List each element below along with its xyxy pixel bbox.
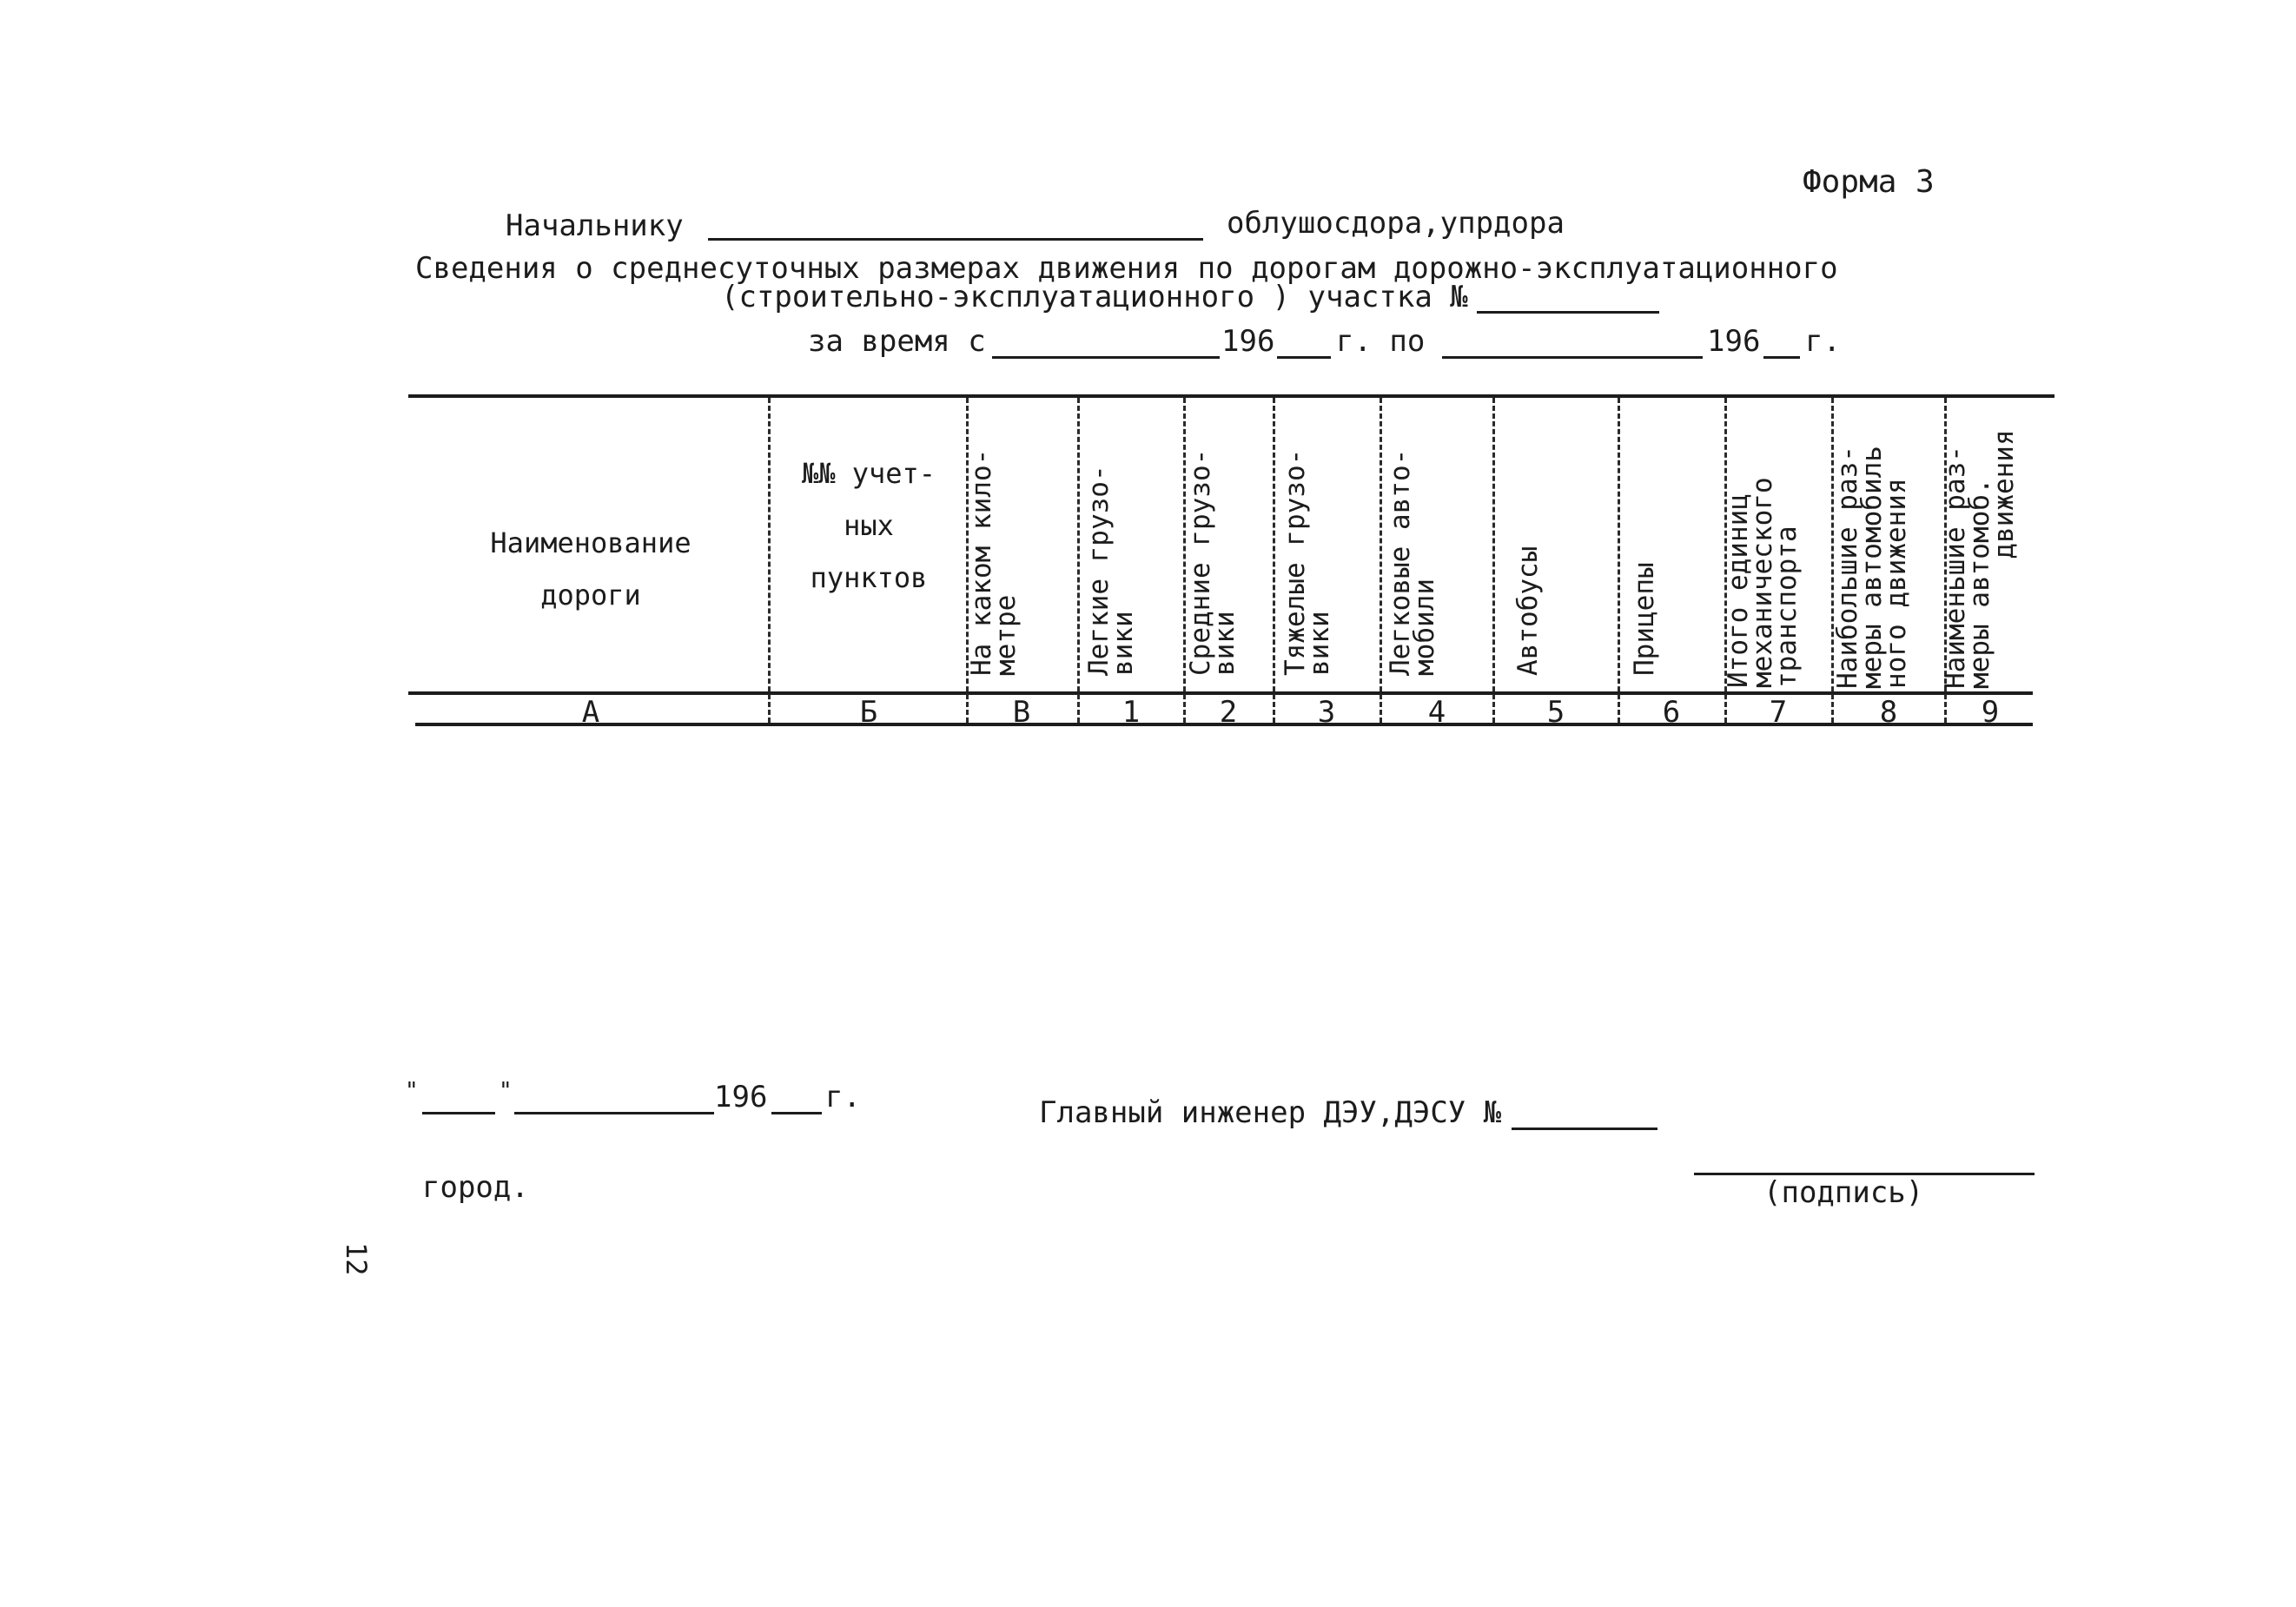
table-divider (1273, 398, 1275, 723)
page-number: 12 (340, 1242, 373, 1276)
table-divider (1077, 398, 1080, 723)
header-cars: Легковые авто- мобили (1385, 448, 1440, 676)
table-divider (1380, 398, 1382, 723)
header-buses: Автобусы (1512, 546, 1544, 676)
chief-engineer-label: Главный инженер ДЭУ,ДЭСУ № (1039, 1095, 1502, 1130)
column-number: 4 (1427, 695, 1446, 730)
header-road-name: Наименование дороги (490, 526, 691, 612)
column-number: 7 (1769, 695, 1788, 730)
header-light-trucks: Легкие грузо- вики (1083, 465, 1139, 676)
header-total-units: Итого единиц механического транспорта (1723, 477, 1803, 688)
title-line-1: Сведения о среднесуточных размерах движения по дорогам дорожно-эксплуатационного (415, 251, 1838, 286)
addressee-prefix: Начальнику (506, 208, 684, 243)
column-number: 2 (1219, 695, 1238, 730)
title-line-2: (строительно-эксплуатационного ) участка № (721, 280, 1468, 314)
date-month-blank[interactable] (514, 1112, 714, 1114)
date-suffix: г. (825, 1080, 861, 1114)
signature-caption: (подпись) (1763, 1175, 1924, 1210)
column-number: 5 (1546, 695, 1565, 730)
column-number: 6 (1662, 695, 1681, 730)
period-mid: г. по (1336, 324, 1426, 359)
period-suffix: г. (1805, 324, 1841, 359)
header-medium-trucks: Средние грузо- вики (1185, 448, 1241, 676)
header-heavy-trucks: Тяжелые грузо- вики (1280, 448, 1335, 676)
period-year-1: 196 (1221, 324, 1275, 359)
date-quote-close: " (499, 1078, 513, 1104)
column-number: 8 (1879, 695, 1898, 730)
period-end-blank[interactable] (1442, 356, 1703, 359)
header-trailers: Прицепы (1629, 562, 1660, 676)
section-number-blank[interactable] (1477, 311, 1659, 314)
column-number: 9 (1981, 695, 2000, 730)
header-kilometer: На каком кило- метре (966, 448, 1022, 676)
period-prefix: за время с (808, 324, 986, 359)
column-number: 1 (1122, 695, 1141, 730)
table-divider (768, 398, 771, 723)
header-count-points: №№ учет- ных пунктов (801, 457, 936, 594)
header-max-traffic: Наибольшие раз- меры автомобиль ного движения (1832, 446, 1912, 689)
engineer-number-blank[interactable] (1512, 1128, 1657, 1130)
column-number: В (1012, 695, 1031, 730)
date-quote-open: " (405, 1078, 419, 1104)
addressee-blank[interactable] (708, 238, 1203, 241)
city-label: город. (422, 1170, 529, 1205)
form-label: Форма 3 (1803, 164, 1935, 200)
period-year-2-blank[interactable] (1763, 356, 1800, 359)
column-number: А (581, 695, 600, 730)
date-year-blank[interactable] (771, 1112, 822, 1114)
period-year-1-blank[interactable] (1277, 356, 1331, 359)
date-day-blank[interactable] (422, 1112, 495, 1114)
column-number: Б (859, 695, 878, 730)
header-min-traffic: Наименьшие раз- меры автомоб. движения (1940, 429, 2020, 689)
column-number: 3 (1317, 695, 1336, 730)
date-year: 196 (714, 1080, 768, 1114)
table-divider (1618, 398, 1620, 723)
period-start-blank[interactable] (992, 356, 1220, 359)
table-divider (1492, 398, 1495, 723)
period-year-2: 196 (1707, 324, 1761, 359)
addressee-suffix: облушосдора,упрдора (1227, 206, 1565, 241)
